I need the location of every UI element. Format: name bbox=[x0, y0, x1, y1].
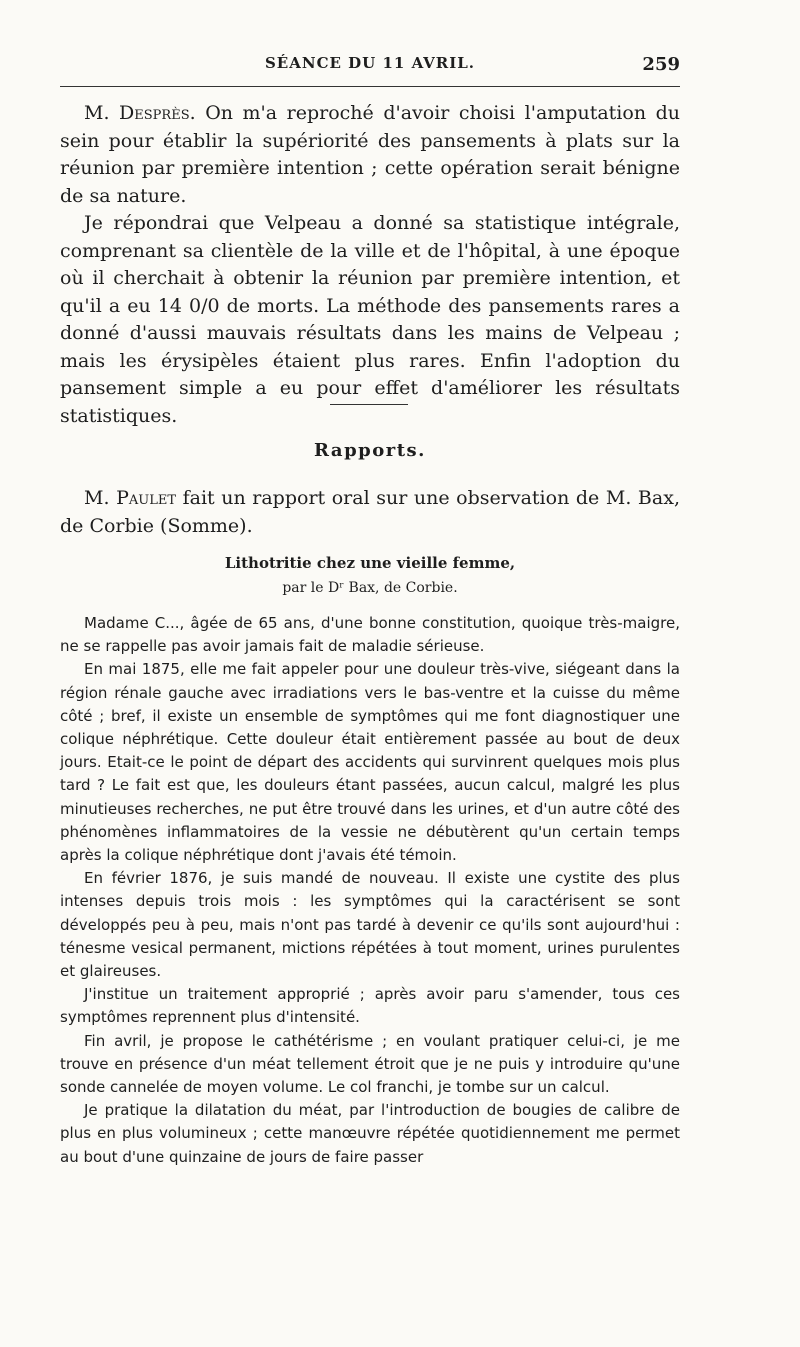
running-title: SÉANCE DU 11 AVRIL. bbox=[264, 54, 476, 72]
paragraph: J'institue un traitement approprié ; après avoir paru s'amender, tous ces symptômes reprennent plus d'intensité. bbox=[60, 985, 680, 1027]
section-separator bbox=[330, 404, 408, 405]
paragraph: Je pratique la dilatation du méat, par l'introduction de bougies de calibre de plus en plus volumineux ; cette manœuvre répétée quotidiennement me permet au bout d'une quinzaine de jours de faire passer bbox=[60, 1101, 680, 1166]
observation-author: par le Dʳ Bax, de Corbie. bbox=[282, 580, 458, 596]
paragraph: En février 1876, je suis mandé de nouveau. Il existe une cystite des plus intenses depuis trois mois : les symptômes qui la caractérisent se sont développés peu à peu, mais n'ont pas tardé à devenir ce qu'ils sont aujourd'hui : ténesme vesical permanent, mictions répétées à tout moment, urines purulentes et glaireuses. bbox=[60, 869, 680, 981]
paragraph: Madame C..., âgée de 65 ans, d'une bonne constitution, quoique très-maigre, ne se rappelle pas avoir jamais fait de maladie sérieuse. bbox=[60, 614, 680, 656]
paragraph bbox=[60, 100, 680, 210]
paragraph: Je répondrai que Velpeau a donné sa statistique intégrale, comprenant sa clientèle de la ville et de l'hôpital, à une époque où il cherchait à obtenir la réunion par première intention, et qu'il a eu 14 0/0 de morts. La méthode des pansements rares a donné d'aussi mauvais résultats dans les mains de Velpeau ; mais les érysipèles étaient plus rares. Enfin l'adoption du pansement simple a eu pour effet d'améliorer les résultats statistiques. bbox=[60, 212, 680, 427]
page-number: 259 bbox=[642, 54, 680, 75]
report-intro bbox=[60, 484, 680, 540]
paragraph bbox=[60, 484, 680, 540]
observation-text bbox=[60, 612, 680, 1169]
speaker-name: M. Paulet bbox=[84, 487, 176, 509]
discussion-text bbox=[60, 100, 680, 430]
header-rule bbox=[60, 86, 680, 87]
speaker-name: M. Desprès. bbox=[84, 102, 196, 124]
paragraph-text: fait un rapport oral sur une observation de M. Bax, de Corbie (Somme). bbox=[60, 487, 680, 537]
paragraph: En mai 1875, elle me fait appeler pour une douleur très-vive, siégeant dans la région rénale gauche avec irradiations vers le bas-ventre et la cuisse du même côté ; bref, il existe un ensemble de symptômes qui me font diagnostiquer une colique néphrétique. Cette douleur était entièrement passée au bout de deux jours. Etait-ce le point de départ des accidents qui survinrent quelques mois plus tard ? Le fait est que, les douleurs étant passées, aucun calcul, malgré les plus minutieuses recherches, ne put être trouvé dans les urines, et d'un autre côté des phénomènes inflammatoires de la vessie ne débutèrent qu'un certain temps après la colique néphrétique dont j'avais été témoin. bbox=[60, 660, 680, 865]
section-title: Rapports. bbox=[314, 440, 426, 461]
paragraph-text: On m'a reproché d'avoir choisi l'amputation du sein pour établir la supériorité des pansements à plats sur la réunion par première intention ; cette opération serait bénigne de sa nature. bbox=[60, 102, 680, 207]
page-header bbox=[60, 54, 680, 76]
paragraph: Fin avril, je propose le cathétérisme ; en voulant pratiquer celui-ci, je me trouve en présence d'un méat tellement étroit que je ne puis y introduire qu'une sonde cannelée de moyen volume. Le col franchi, je tombe sur un calcul. bbox=[60, 1031, 680, 1097]
observation-title: Lithotritie chez une vieille femme, bbox=[224, 554, 516, 572]
